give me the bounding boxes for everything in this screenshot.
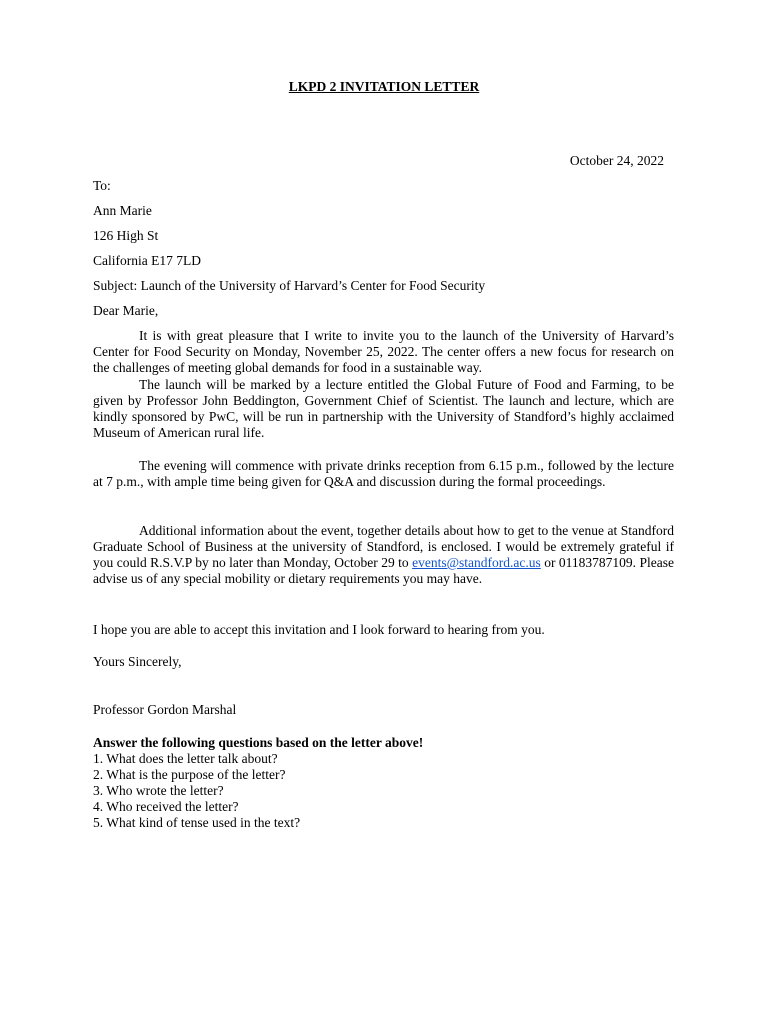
closing: Yours Sincerely, [93, 654, 182, 669]
questions-heading: Answer the following questions based on the letter above! [93, 735, 424, 750]
email-link[interactable]: events@standford.ac.us [412, 555, 541, 570]
signature-name: Professor Gordon Marshal [93, 702, 237, 717]
salutation: Dear Marie, [93, 303, 159, 318]
question-item: 2. What is the purpose of the letter? [93, 767, 286, 782]
question-item: 4. Who received the letter? [93, 799, 239, 814]
recipient-name: Ann Marie [93, 203, 152, 218]
subject-line: Subject: Launch of the University of Harvard’s Center for Food Security [93, 278, 486, 293]
paragraph-4 [93, 523, 674, 587]
paragraph-3: The evening will commence with private drinks reception from 6.15 p.m., followed by the lecture at 7 p.m., with ample time being given for Q&A and discussion during the formal proceedings. [93, 458, 674, 489]
paragraph-4-text: Additional information about the event, together details about how to get to the venue at Standford Graduate School of Business at the university of Standford, is enclosed. I would be extremely grateful if you could R.S.V.P by no later than Monday, October 29 to [93, 523, 674, 570]
question-item: 5. What kind of tense used in the text? [93, 815, 301, 830]
to-label: To: [93, 178, 111, 193]
recipient-street: 126 High St [93, 228, 159, 243]
letter-date: October 24, 2022 [569, 153, 664, 168]
recipient-city: California E17 7LD [93, 253, 201, 268]
paragraph-2: The launch will be marked by a lecture entitled the Global Future of Food and Farming, to be given by Professor John Beddington, Government Chief of Scientist. The launch and lecture, which are kindly sponsored by PwC, will be run in partnership with the University of Standford’s highly acclaimed Museum of American rural life. [93, 377, 674, 440]
paragraph-4-text-end: or 01183787109. Please advise us of any special mobility or dietary requirements you may have. [93, 555, 674, 586]
question-item: 3. Who wrote the letter? [93, 783, 224, 798]
paragraph-1: It is with great pleasure that I write to invite you to the launch of the University of Harvard’s Center for Food Security on Monday, November 25, 2022. The center offers a new focus for research on the challenges of meeting global demands for food in a sustainable way. [93, 328, 674, 375]
question-item: 1. What does the letter talk about? [93, 751, 278, 766]
document-title: LKPD 2 INVITATION LETTER [288, 79, 480, 94]
paragraph-5: I hope you are able to accept this invitation and I look forward to hearing from you. [93, 622, 545, 637]
